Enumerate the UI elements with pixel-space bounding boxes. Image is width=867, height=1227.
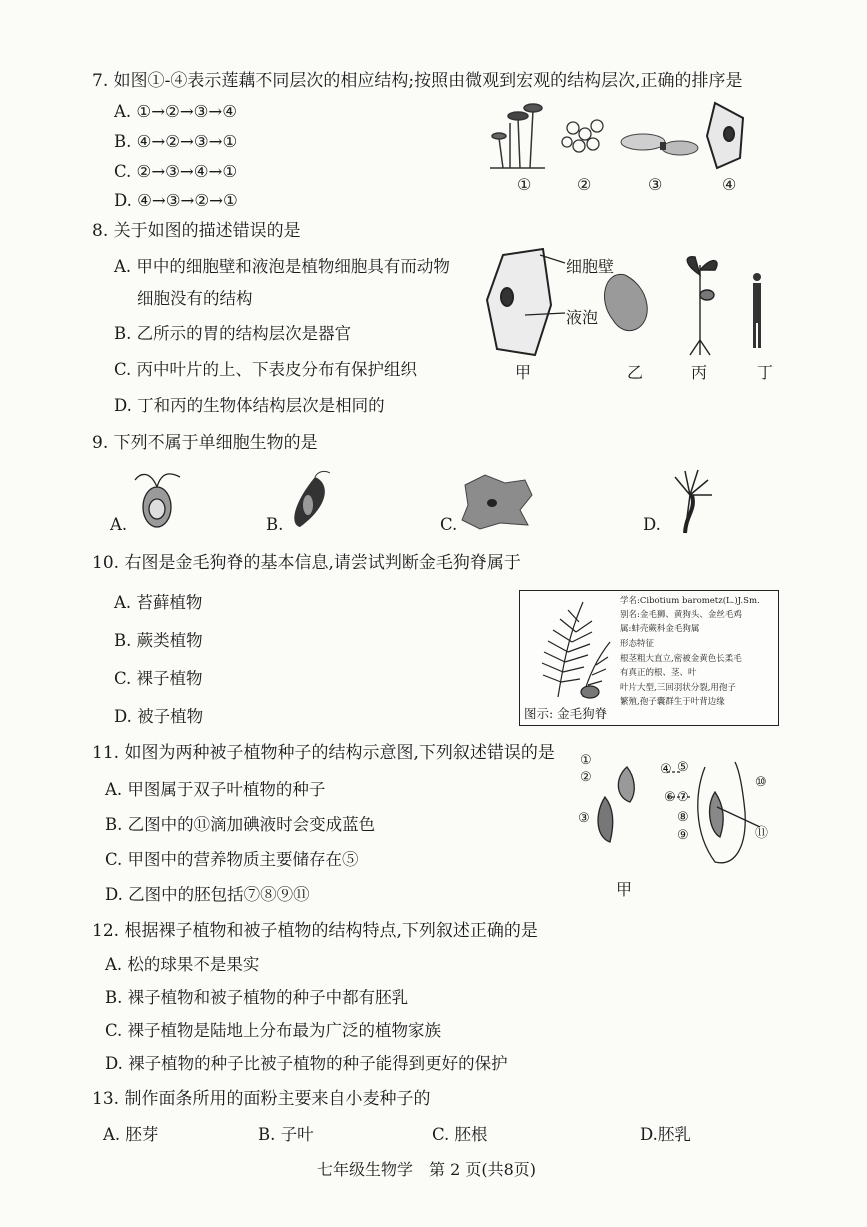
q10-option-c: C. 裸子植物 xyxy=(114,669,203,688)
q7-fig-label-2: ② xyxy=(577,175,592,194)
q10-option-b: B. 蕨类植物 xyxy=(114,631,203,650)
q7-option-c: C. ②→③→④→① xyxy=(114,162,238,181)
q13-option-b: B. 子叶 xyxy=(258,1125,314,1144)
q7-figure xyxy=(485,98,755,173)
info-line-1: 学名:Cibotium barometz(L.)J.Sm. xyxy=(620,596,760,606)
stomach-illustration xyxy=(604,274,647,330)
seed-label-10: ⑩ xyxy=(755,775,767,790)
q8-label-bing: 丙 xyxy=(691,363,708,382)
info-line-7: 叶片大型,三回羽状分裂,用孢子 xyxy=(620,683,736,693)
q13-stem: 13. 制作面条所用的面粉主要来自小麦种子的 xyxy=(92,1089,431,1109)
seed-label-2: ② xyxy=(580,770,592,785)
q12-option-b: B. 裸子植物和被子植物的种子中都有胚乳 xyxy=(105,988,409,1007)
q13-option-c: C. 胚根 xyxy=(432,1125,488,1144)
q13-option-d: D.胚乳 xyxy=(640,1125,691,1144)
seed-label-11: ⑪ xyxy=(755,826,769,841)
info-line-2: 别名:金毛狮、黄狗头、金丝毛鸡 xyxy=(620,610,742,620)
hydra-illustration xyxy=(675,470,712,533)
q8-option-a-cont: 细胞没有的结构 xyxy=(137,289,253,308)
info-line-8: 繁殖,孢子囊群生于叶背边缘 xyxy=(620,697,725,707)
q8-label-ding: 丁 xyxy=(757,363,774,382)
seed-label-7: ⑦ xyxy=(677,790,689,805)
seed-label-3: ③ xyxy=(578,811,590,826)
q8-label-cell-wall: 细胞壁 xyxy=(566,257,615,276)
q9-option-d: D. xyxy=(643,515,661,534)
seed-label-jia: 甲 xyxy=(616,880,633,899)
amoeba-illustration xyxy=(462,475,532,529)
q8-option-a: A. 甲中的细胞壁和液泡是植物细胞具有而动物 xyxy=(114,257,450,276)
q9-figure xyxy=(130,465,730,535)
q8-option-d: D. 丁和丙的生物体结构层次是相同的 xyxy=(114,396,385,415)
euglena-illustration xyxy=(294,471,330,527)
plant-cell-illustration xyxy=(707,103,743,168)
q9-option-c: C. xyxy=(440,515,458,534)
lotus-root-illustration xyxy=(621,134,698,155)
person-illustration xyxy=(753,273,761,348)
q8-figure xyxy=(485,245,785,360)
q7-option-a: A. ①→②→③→④ xyxy=(114,102,238,121)
q8-option-b: B. 乙所示的胃的结构层次是器官 xyxy=(114,324,352,343)
q7-fig-label-4: ④ xyxy=(722,175,737,194)
seed-label-9: ⑨ xyxy=(677,828,689,843)
q11-option-c: C. 甲图中的营养物质主要储存在⑤ xyxy=(105,850,359,869)
tissue-illustration xyxy=(562,120,603,152)
info-line-5: 根茎粗大直立,密被金黄色长柔毛 xyxy=(620,654,742,664)
q12-option-d: D. 裸子植物的种子比被子植物的种子能得到更好的保护 xyxy=(105,1054,508,1073)
q8-label-yi: 乙 xyxy=(627,363,644,382)
q8-label-vacuole: 液泡 xyxy=(566,308,599,327)
q10-option-a: A. 苔藓植物 xyxy=(114,593,203,612)
q12-option-a: A. 松的球果不是果实 xyxy=(105,955,260,974)
q8-label-jia: 甲 xyxy=(515,363,532,382)
q11-option-d: D. 乙图中的胚包括⑦⑧⑨⑪ xyxy=(105,885,310,904)
q13-option-a: A. 胚芽 xyxy=(103,1125,159,1144)
q11-stem: 11. 如图为两种被子植物种子的结构示意图,下列叙述错误的是 xyxy=(92,743,555,763)
bean-seed-illustration xyxy=(598,767,634,842)
seed-label-4: ④ xyxy=(660,762,672,777)
seed-label-8: ⑧ xyxy=(677,810,689,825)
q10-option-d: D. 被子植物 xyxy=(114,707,204,726)
page-footer: 七年级生物学 第 2 页(共8页) xyxy=(317,1160,537,1179)
lotus-plant-illustration xyxy=(490,104,545,168)
q12-stem: 12. 根据裸子植物和被子植物的结构特点,下列叙述正确的是 xyxy=(92,921,538,941)
q8-option-c: C. 丙中叶片的上、下表皮分布有保护组织 xyxy=(114,360,418,379)
fern-caption: 图示: 金毛狗脊 xyxy=(524,706,608,721)
plant-cell-jia xyxy=(487,249,565,355)
q9-option-b: B. xyxy=(266,515,284,534)
q7-fig-label-1: ① xyxy=(517,175,532,194)
q7-fig-label-3: ③ xyxy=(648,175,663,194)
q11-figure xyxy=(575,752,775,877)
q11-option-a: A. 甲图属于双子叶植物的种子 xyxy=(105,780,326,799)
fern-illustration xyxy=(528,597,613,702)
q12-option-c: C. 裸子植物是陆地上分布最为广泛的植物家族 xyxy=(105,1021,442,1040)
q7-option-b: B. ④→②→③→① xyxy=(114,132,238,151)
q11-option-b: B. 乙图中的⑪滴加碘液时会变成蓝色 xyxy=(105,815,376,834)
q7-stem: 7. 如图①-④表示莲藕不同层次的相应结构;按照由微观到宏观的结构层次,正确的排序是 xyxy=(92,71,743,91)
q9-stem: 9. 下列不属于单细胞生物的是 xyxy=(92,433,318,453)
info-line-4: 形态特征 xyxy=(620,639,655,649)
q8-stem: 8. 关于如图的描述错误的是 xyxy=(92,221,301,241)
q9-option-a: A. xyxy=(110,515,128,534)
q7-option-d: D. ④→③→②→① xyxy=(114,191,238,210)
seed-label-1: ① xyxy=(580,753,592,768)
chlamydomonas-illustration xyxy=(135,474,180,527)
info-line-6: 有真正的根、茎、叶 xyxy=(620,668,697,678)
info-line-3: 属:蚌壳蕨科金毛狗属 xyxy=(620,624,700,634)
seedling-illustration xyxy=(687,257,717,355)
seed-label-6: ⑥ xyxy=(664,790,676,805)
q10-stem: 10. 右图是金毛狗脊的基本信息,请尝试判断金毛狗脊属于 xyxy=(92,553,521,573)
seed-label-5: ⑤ xyxy=(677,760,689,775)
fern-info-box xyxy=(519,590,779,726)
